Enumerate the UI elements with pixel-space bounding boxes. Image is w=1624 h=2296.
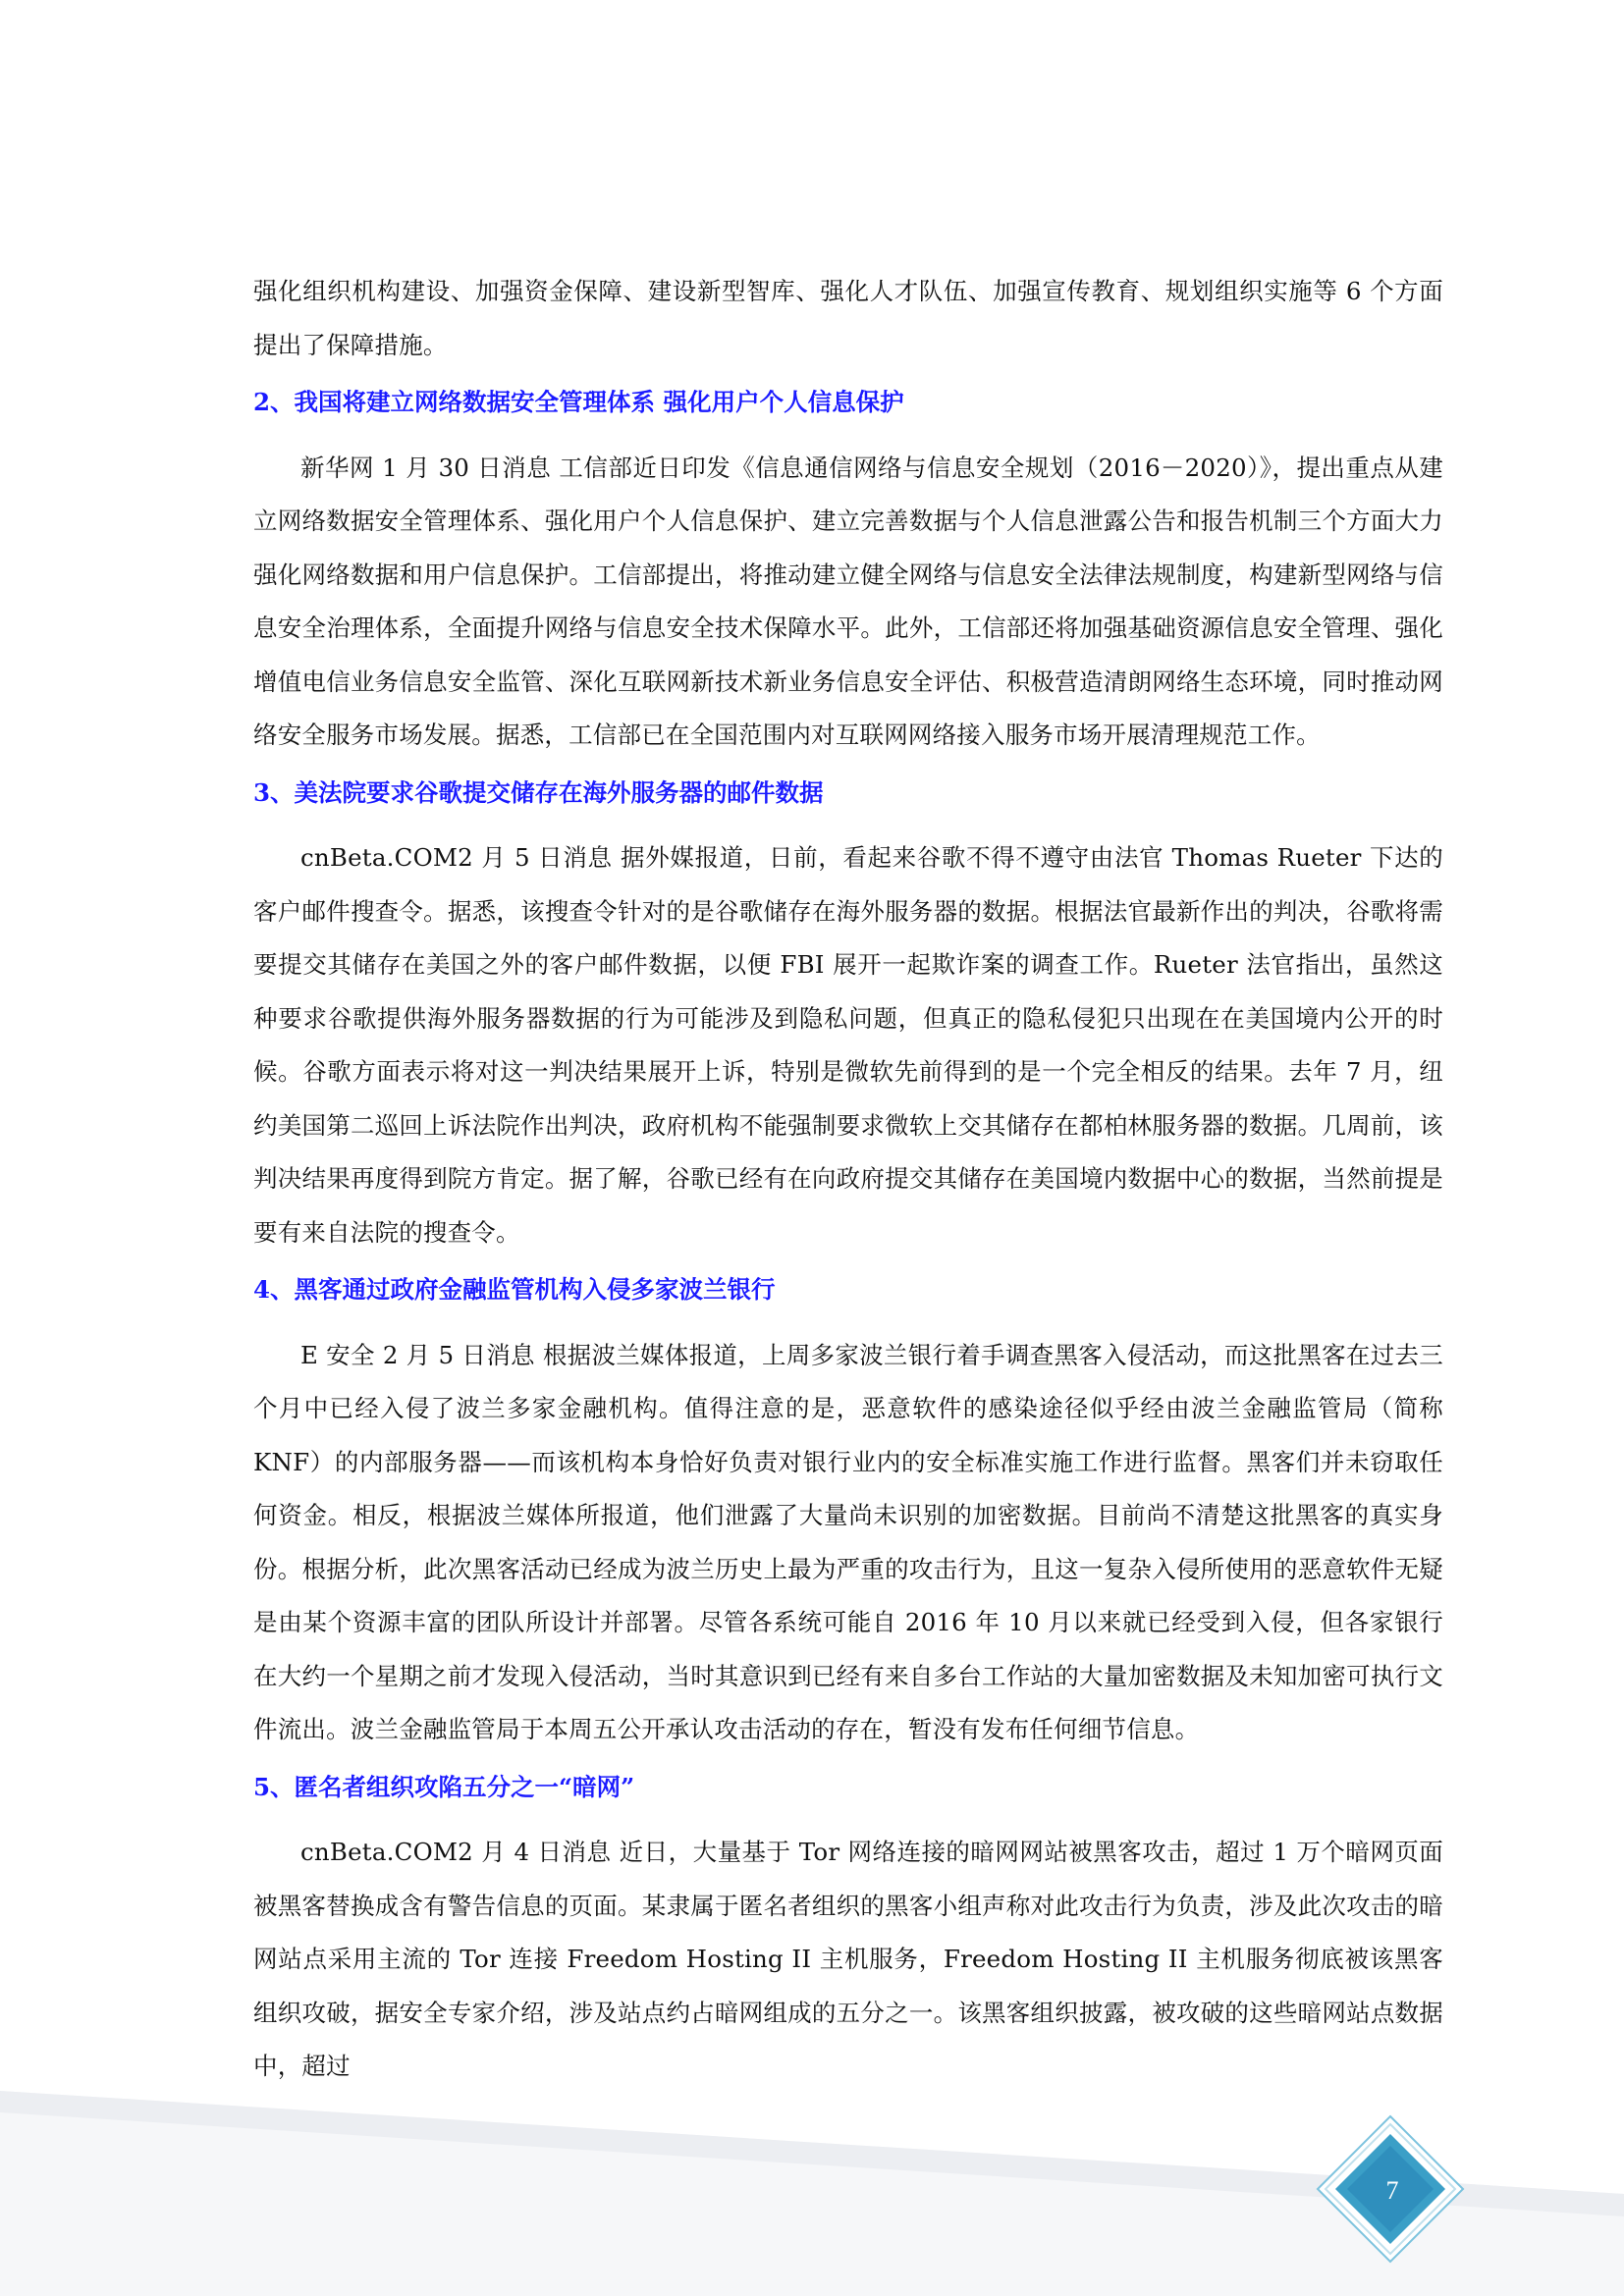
page-number: 7 (1385, 2176, 1399, 2205)
section-4-paragraph: E 安全 2 月 5 日消息 根据波兰媒体报道，上周多家波兰银行着手调查黑客入侵活动，而这批黑客在过去三个月中已经入侵了波兰多家金融机构。值得注意的是，恶意软件的感染途径似乎经由波兰金融监管局（简称 KNF）的内部服务器——而该机构本身恰好负责对银行业内的安全标准实施工作进行监督。黑客们并未窃取任何资金。相反，根据波兰媒体所报道，他们泄露了大量尚未识别的加密数据。目前尚不清楚这批黑客的真实身份。根据分析，此次黑客活动已经成为波兰历史上最为严重的攻击行为，且这一复杂入侵所使用的恶意软件无疑是由某个资源丰富的团队所设计并部署。尽管各系统可能自 2016 年 10 月以来就已经受到入侵，但各家银行在大约一个星期之前才发现入侵活动，当时其意识到已经有来自多台工作站的大量加密数据及未知加密可执行文件流出。波兰金融监管局于本周五公开承认攻击活动的存在，暂没有发布任何细节信息。 (253, 1340, 1443, 1743)
section-4-heading: 4、黑客通过政府金融监管机构入侵多家波兰银行 (253, 1275, 776, 1304)
section-2-heading: 2、我国将建立网络数据安全管理体系 强化用户个人信息保护 (253, 388, 904, 416)
section-3-paragraph: cnBeta.COM2 月 5 日消息 据外媒报道，日前，看起来谷歌不得不遵守由法官 Thomas Rueter 下达的客户邮件搜查令。据悉，该搜查令针对的是谷歌储存在海外服务器的数据。根据法官最新作出的判决，谷歌将需要提交其储存在美国之外的客户邮件数据，以便 FBI 展开一起欺诈案的调查工作。Rueter 法官指出，虽然这种要求谷歌提供海外服务器数据的行为可能涉及到隐私问题，但真正的隐私侵犯只出现在在美国境内公开的时候。谷歌方面表示将对这一判决结果展开上诉，特别是微软先前得到的是一个完全相反的结果。去年 7 月，纽约美国第二巡回上诉法院作出判决，政府机构不能强制要求微软上交其储存在都柏林服务器的数据。几周前，该判决结果再度得到院方肯定。据了解，谷歌已经有在向政府提交其储存在美国境内数据中心的数据，当然前提是要有来自法院的搜查令。 (253, 843, 1443, 1247)
section-5-paragraph: cnBeta.COM2 月 4 日消息 近日，大量基于 Tor 网络连接的暗网网站被黑客攻击，超过 1 万个暗网页面被黑客替换成含有警告信息的页面。某隶属于匿名者组织的黑客小组声称对此攻击行为负责，涉及此次攻击的暗网站点采用主流的 Tor 连接 Freedom Hosting II 主机服务，Freedom Hosting II 主机服务彻底被该黑客组织攻破，据安全专家介绍，涉及站点约占暗网组成的五分之一。该黑客组织披露，被攻破的这些暗网站点数据中，超过 (253, 1838, 1443, 2080)
section-5-heading: 5、匿名者组织攻陷五分之一“暗网” (253, 1772, 635, 1801)
intro-paragraph: 强化组织机构建设、加强资金保障、建设新型智库、强化人才队伍、加强宣传教育、规划组织实施等 6 个方面提出了保障措施。 (253, 277, 1443, 359)
section-3-heading: 3、美法院要求谷歌提交储存在海外服务器的邮件数据 (253, 777, 824, 807)
document-body (253, 265, 1443, 2094)
section-2-paragraph: 新华网 1 月 30 日消息 工信部近日印发《信息通信网络与信息安全规划（2016－2020）》，提出重点从建立网络数据安全管理体系、强化用户个人信息保护、建立完善数据与个人信息泄露公告和报告机制三个方面大力强化网络数据和用户信息保护。工信部提出，将推动建立健全网络与信息安全法律法规制度，构建新型网络与信息安全治理体系，全面提升网络与信息安全技术保障水平。此外，工信部还将加强基础资源信息安全管理、强化增值电信业务信息安全监管、深化互联网新技术新业务信息安全评估、积极营造清朗网络生态环境，同时推动网络安全服务市场发展。据悉，工信部已在全国范围内对互联网网络接入服务市场开展清理规范工作。 (253, 453, 1443, 749)
